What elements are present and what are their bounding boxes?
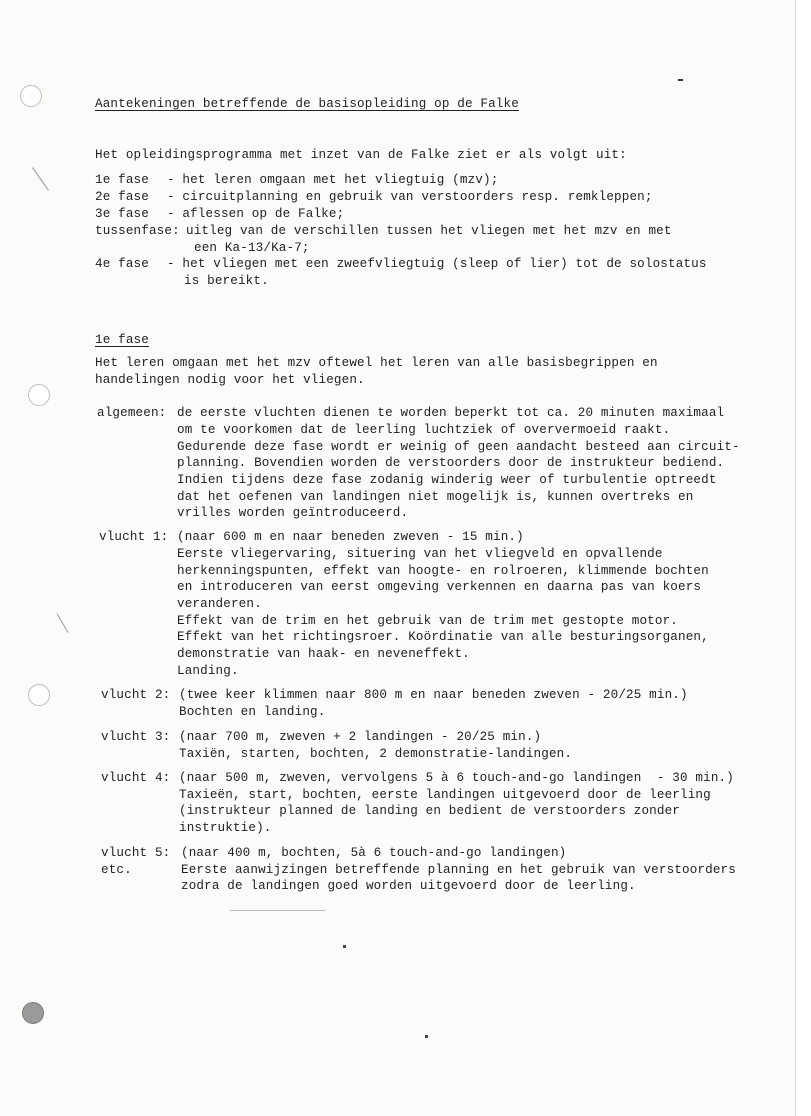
block-line: instruktie). bbox=[179, 821, 272, 835]
block-label-vlucht-2: vlucht 2: bbox=[101, 688, 171, 702]
phase-label: 4e fase bbox=[95, 257, 149, 271]
block-line: Gedurende deze fase wordt er weinig of geen aandacht besteed aan circuit- bbox=[177, 440, 740, 454]
scan-mark bbox=[57, 613, 69, 633]
block-line: Eerste vliegervaring, situering van het vliegveld en opvallende bbox=[177, 547, 663, 561]
block-line: (naar 700 m, zweven + 2 landingen - 20/25 min.) bbox=[179, 730, 542, 744]
section-heading: 1e fase bbox=[95, 333, 149, 347]
scan-line bbox=[230, 910, 325, 911]
section-intro-line: Het leren omgaan met het mzv oftewel het leren van alle basisbegrippen en bbox=[95, 356, 658, 370]
phase-description: uitleg van de verschillen tussen het vliegen met het mzv en met bbox=[186, 224, 672, 238]
scan-mark bbox=[678, 79, 683, 81]
phase-label: 1e fase bbox=[95, 173, 149, 187]
phase-description-continued: is bereikt. bbox=[184, 274, 269, 288]
block-label-vlucht-3: vlucht 3: bbox=[101, 730, 171, 744]
section-intro-line: handelingen nodig voor het vliegen. bbox=[95, 373, 365, 387]
block-line: de eerste vluchten dienen te worden beperkt tot ca. 20 minuten maximaal bbox=[177, 406, 725, 420]
phase-description: - het leren omgaan met het vliegtuig (mzv); bbox=[167, 173, 499, 187]
block-line: (naar 600 m en naar beneden zweven - 15 min.) bbox=[177, 530, 524, 544]
block-line: planning. Bovendien worden de verstoorders door de instrukteur bediend. bbox=[177, 456, 725, 470]
block-label-vlucht-4: vlucht 4: bbox=[101, 771, 171, 785]
scan-mark bbox=[32, 167, 49, 191]
block-line: Eerste aanwijzingen betreffende planning en het gebruik van verstoorders bbox=[181, 863, 736, 877]
block-line: (twee keer klimmen naar 800 m en naar beneden zweven - 20/25 min.) bbox=[179, 688, 688, 702]
punch-hole-lower-middle bbox=[28, 684, 50, 706]
phase-description: - circuitplanning en gebruik van verstoorders resp. remkleppen; bbox=[167, 190, 653, 204]
phase-description-continued: een Ka-13/Ka-7; bbox=[194, 241, 310, 255]
block-label-etc: etc. bbox=[101, 863, 132, 877]
punch-hole-bottom bbox=[22, 1002, 44, 1024]
block-line: om te voorkomen dat de leerling luchtziek of oververmoeid raakt. bbox=[177, 423, 671, 437]
block-line: Taxiën, starten, bochten, 2 demonstratie-landingen. bbox=[179, 747, 573, 761]
phase-description: - het vliegen met een zweefvliegtuig (sleep of lier) tot de solostatus bbox=[167, 257, 707, 271]
punch-hole-upper-middle bbox=[28, 384, 50, 406]
intro-text: Het opleidingsprogramma met inzet van de Falke ziet er als volgt uit: bbox=[95, 148, 627, 162]
block-line: zodra de landingen goed worden uitgevoerd door de leerling. bbox=[181, 879, 636, 893]
block-label-vlucht-1: vlucht 1: bbox=[99, 530, 169, 544]
scan-dot bbox=[343, 945, 346, 948]
block-line: Landing. bbox=[177, 664, 239, 678]
block-line: Taxieën, start, bochten, eerste landingen uitgevoerd door de leerling bbox=[179, 788, 711, 802]
phase-label: 3e fase bbox=[95, 207, 149, 221]
block-line: Indien tijdens deze fase zodanig winderig weer of turbulentie optreedt bbox=[177, 473, 717, 487]
phase-label: tussenfase: bbox=[95, 224, 180, 238]
block-line: Effekt van de trim en het gebruik van de trim met gestopte motor. bbox=[177, 614, 678, 628]
phase-description: - aflessen op de Falke; bbox=[167, 207, 345, 221]
block-line: demonstratie van haak- en neveneffekt. bbox=[177, 647, 470, 661]
document-title: Aantekeningen betreffende de basisopleiding op de Falke bbox=[95, 97, 519, 111]
block-line: Bochten en landing. bbox=[179, 705, 326, 719]
block-line: (instrukteur planned de landing en bedient de verstoorders zonder bbox=[179, 804, 680, 818]
block-line: vrilles worden geïntroduceerd. bbox=[177, 506, 409, 520]
block-line: (naar 500 m, zweven, vervolgens 5 à 6 touch-and-go landingen - 30 min.) bbox=[179, 771, 734, 785]
block-line: veranderen. bbox=[177, 597, 262, 611]
block-label-vlucht-5: vlucht 5: bbox=[101, 846, 171, 860]
block-line: dat het oefenen van landingen niet mogelijk is, kunnen overtreks en bbox=[177, 490, 694, 504]
block-line: en introduceren van eerst omgeving verkennen en daarna pas van koers bbox=[177, 580, 702, 594]
block-line: herkenningspunten, effekt van hoogte- en rolroeren, klimmende bochten bbox=[177, 564, 709, 578]
block-label-algemeen: algemeen: bbox=[97, 406, 167, 420]
punch-hole-top bbox=[20, 85, 42, 107]
scan-dot bbox=[425, 1035, 428, 1038]
phase-label: 2e fase bbox=[95, 190, 149, 204]
block-line: (naar 400 m, bochten, 5à 6 touch-and-go landingen) bbox=[181, 846, 567, 860]
block-line: Effekt van het richtingsroer. Koördinatie van alle besturingsorganen, bbox=[177, 630, 709, 644]
